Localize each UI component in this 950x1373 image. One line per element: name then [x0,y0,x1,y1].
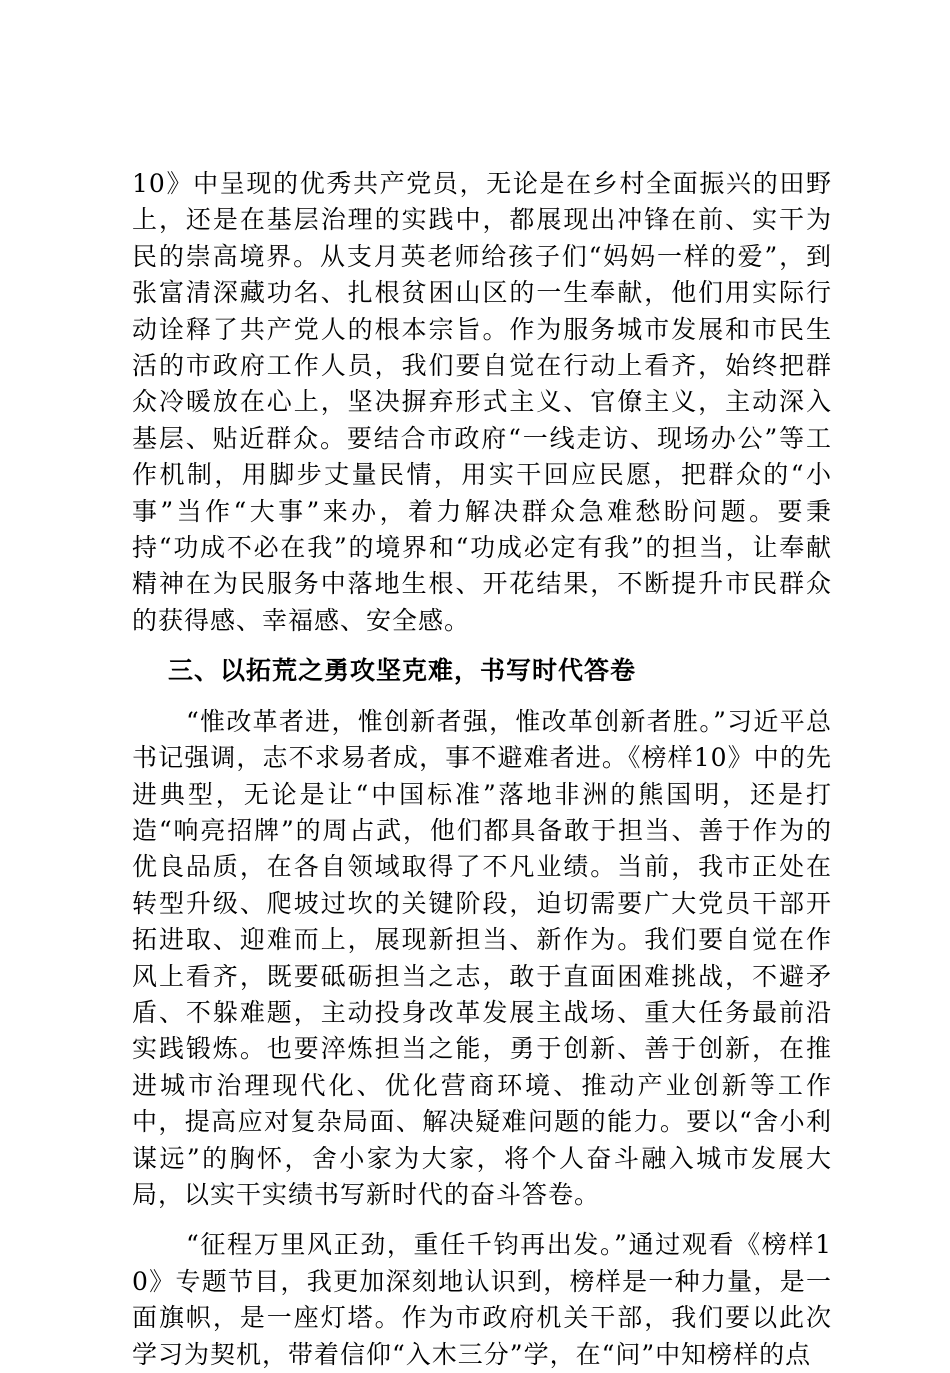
paragraph-1: 10》中呈现的优秀共产党员，无论是在乡村全面振兴的田野上，还是在基层治理的实践中，都展现出冲锋在前、实干为民的崇高境界。从支月英老师给孩子们“妈妈一样的爱”，到张富清深藏功名、扎根贫困山区的一生奉献，他们用实际行动诠释了共产党人的根本宗旨。作为服务城市发展和市民生活的市政府工作人员，我们要自觉在行动上看齐，始终把群众冷暖放在心上，坚决摒弃形式主义、官僚主义，主动深入基层、贴近群众。要结合市政府“一线走访、现场办公”等工作机制，用脚步丈量民情，用实干回应民愿，把群众的“小事”当作“大事”来办，着力解决群众急难愁盼问题。要秉持“功成不必在我”的境界和“功成必定有我”的担当，让奉献精神在为民服务中落地生根、开花结果，不断提升市民群众的获得感、幸福感、安全感。 [132,169,832,635]
paragraph-spacer [132,1213,832,1227]
document-body [132,166,832,1373]
section-heading-3: 三、以拓荒之勇攻坚克难，书写时代答卷 [168,656,637,686]
paragraph-2: “惟改革者进，惟创新者强，惟改革创新者胜。”习近平总书记强调，志不求易者成，事不避难者进。《榜样10》中的先进典型，无论是让“中国标准”落地非洲的熊国明，还是打造“响亮招牌”的周占武，他们都具备敢于担当、善于作为的优良品质，在各自领域取得了不凡业绩。当前，我市正处在转型升级、爬坡过坎的关键阶段，迫切需要广大党员干部开拓进取、迎难而上，展现新担当、新作为。我们要自觉在作风上看齐，既要砥砺担当之志，敢于直面困难挑战，不避矛盾、不躲难题，主动投身改革发展主战场、重大任务最前沿实践锻炼。也要淬炼担当之能，勇于创新、善于创新，在推进城市治理现代化、优化营商环境、推动产业创新等工作中，提高应对复杂局面、解决疑难问题的能力。要以“舍小利谋远”的胸怀，舍小家为大家，将个人奋斗融入城市发展大局，以实干实绩书写新时代的奋斗答卷。 [132,706,832,1209]
paragraph-3: “征程万里风正劲，重任千钧再出发。”通过观看《榜样10》专题节目，我更加深刻地认识到，榜样是一种力量，是一面旗帜，是一座灯塔。作为市政府机关干部，我们要以此次学习为契机，带着信仰“入木三分”学，在“问”中知榜样的点 [132,1230,832,1369]
paragraph-spacer [132,690,832,704]
paragraph-spacer [132,639,832,653]
